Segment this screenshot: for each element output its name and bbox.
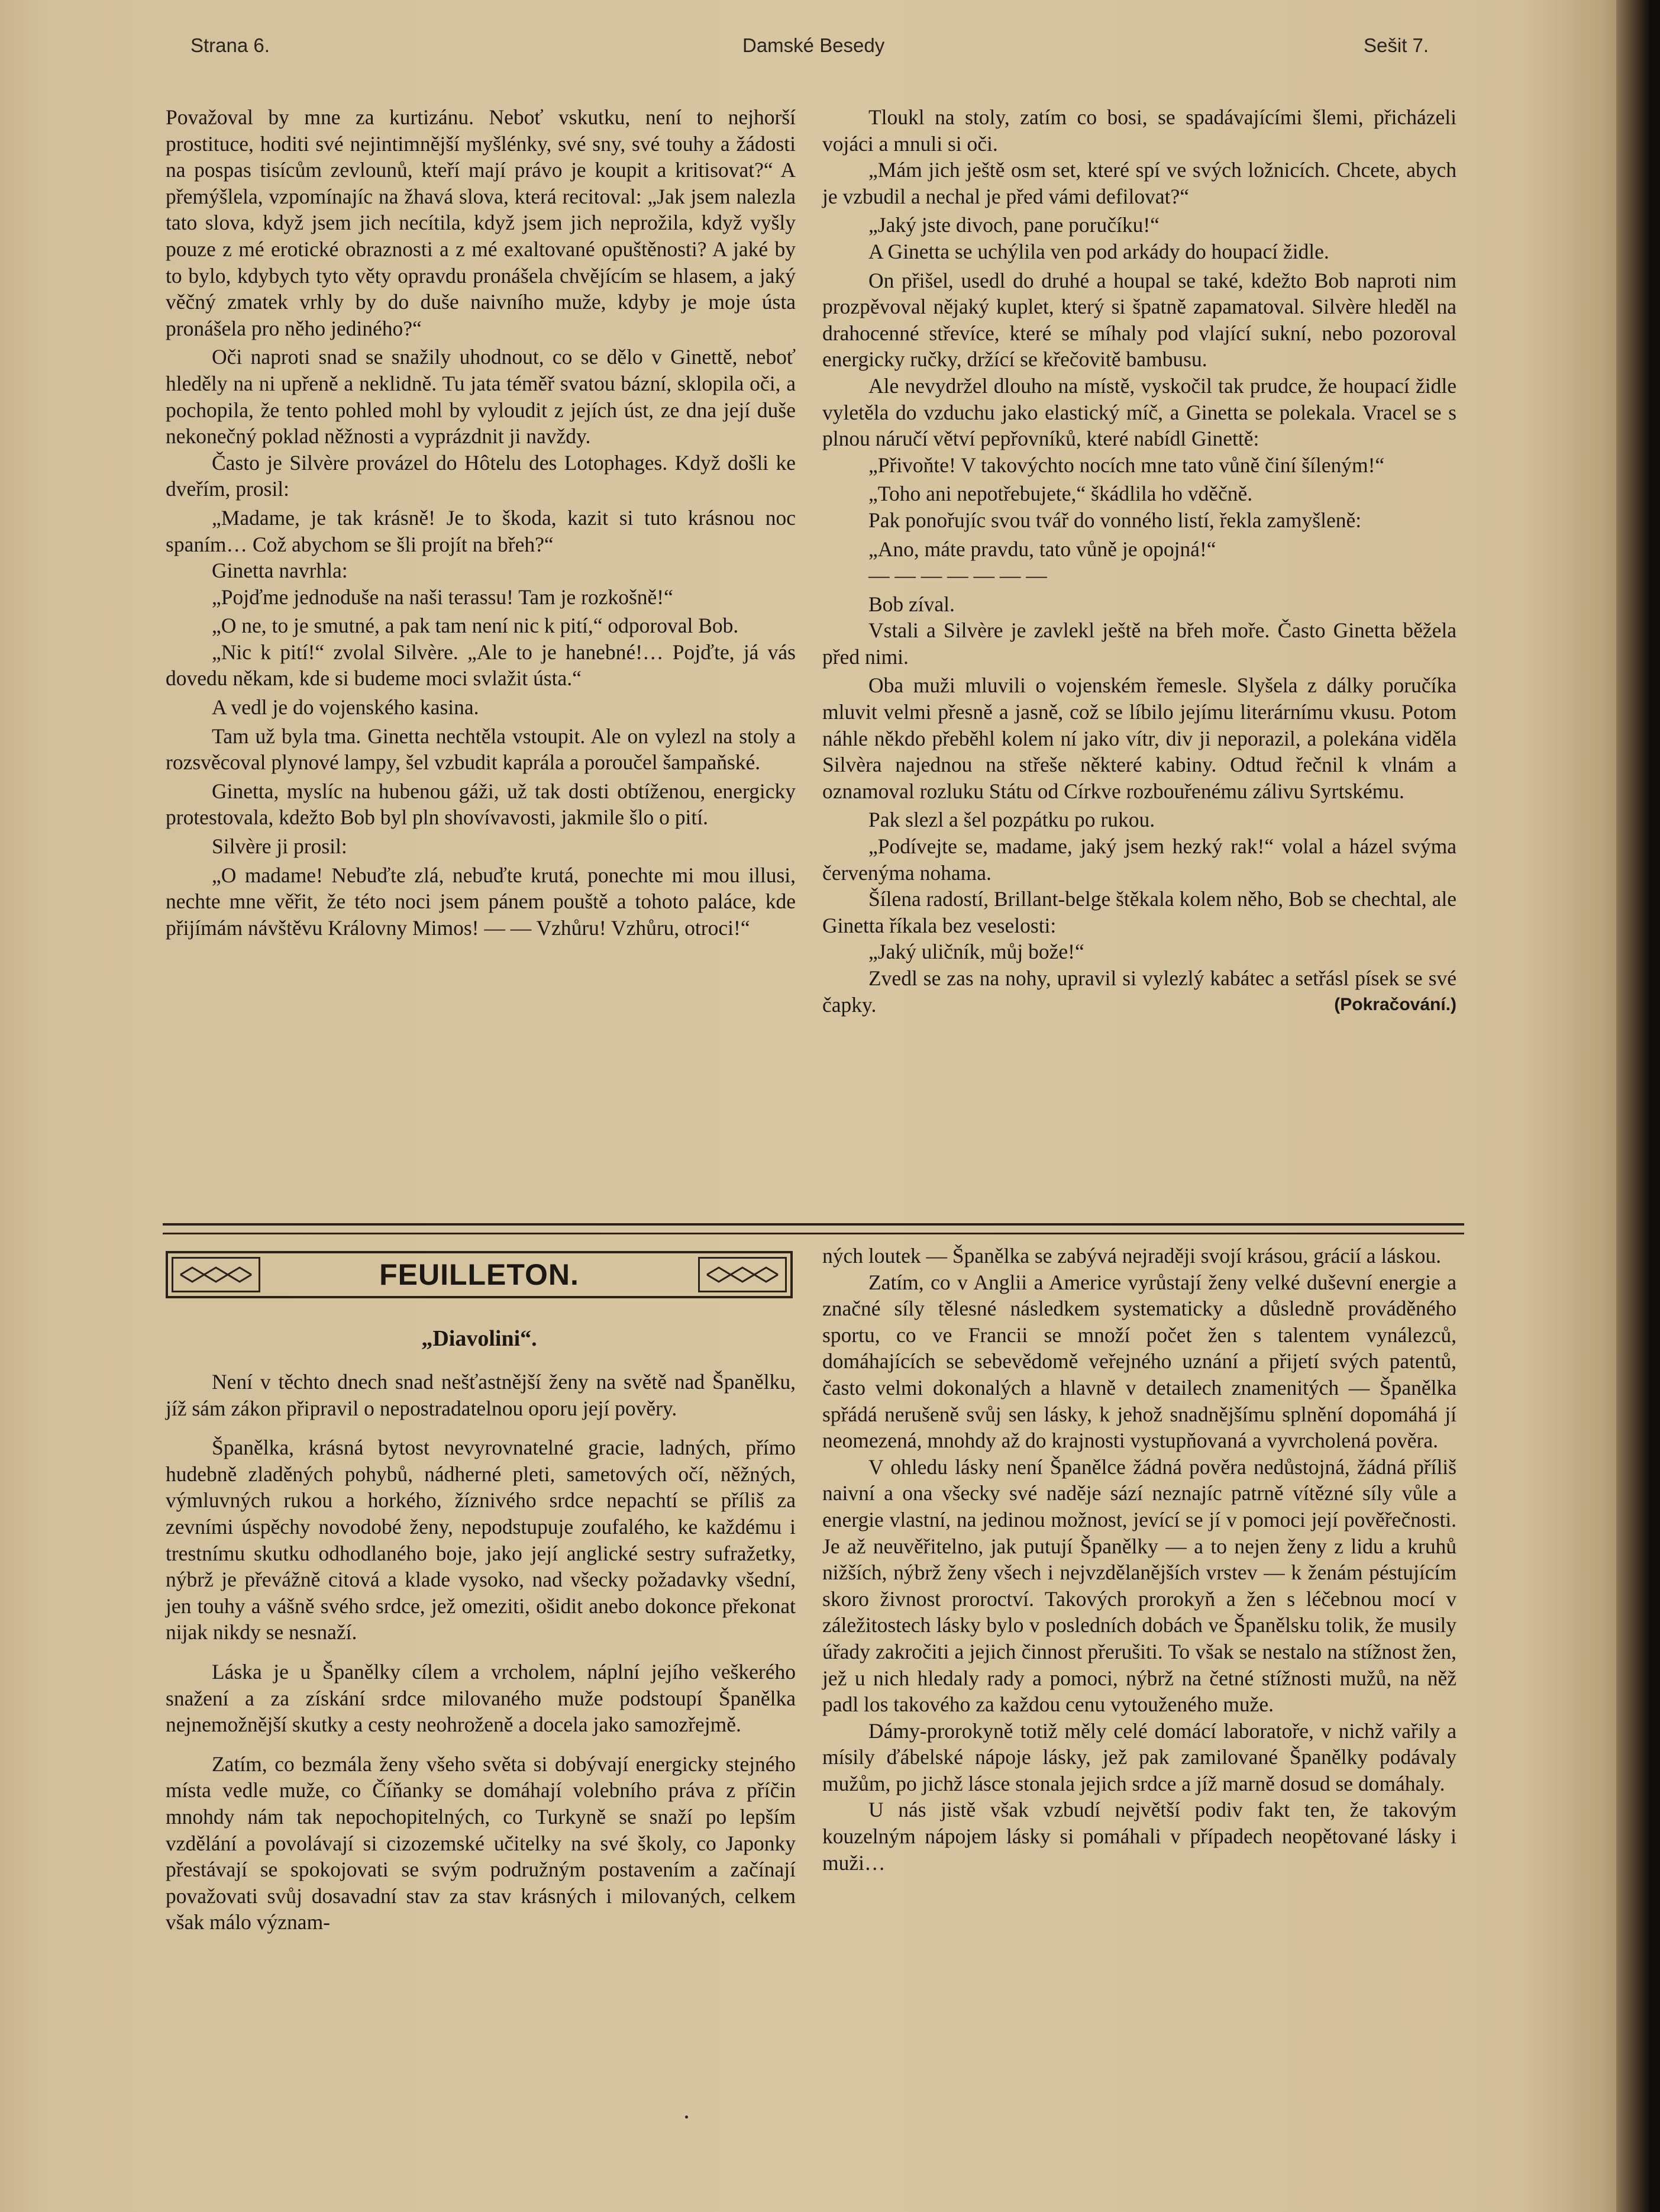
paragraph: Považoval by mne za kurtizánu. Neboť vskutku, není to nejhorší prostituce, hoditi své nejintimnější myšlénky, své sny, své touhy a žádosti na pospas tisícům zevlounů, kteří mají právo je koupit a kritisovat?“ A přemýšlela, vzpomínajíc na žhavá slova, která recitoval: „Jak jsem nalezla tato slova, když jsem jich necítila, když jsem jich neprožila, když vyšly pouze z mé erotické obraznosti a z mé exaltované opuštěnosti? A jaké by to bylo, kdybych tyto věty opravdu pronášela chvějícím se hlasem, a jaký věčný zmatek vrhly by do duše naivního muže, kdyby je moje ústa pronášela pro něho jediného?“: [166, 105, 796, 340]
paragraph: A vedl je do vojenského kasina.: [212, 695, 479, 720]
paragraph: Ale nevydržel dlouho na místě, vyskočil tak prudce, že houpací židle vyletěla do vzduchu jako elastický míč, a Ginetta se polekala. Vracel se s plnou náručí větví pepřovníků, které nabídl Ginettě:: [822, 373, 1456, 451]
print-speck: [685, 2116, 688, 2119]
paragraph: „O ne, to je smutné, a pak tam není nic k pití,“ odporoval Bob.: [212, 614, 739, 638]
paragraph: Vstali a Silvère je zavlekl ještě na břeh moře. Často Ginetta běžela před nimi.: [822, 618, 1456, 669]
paragraph: „Podívejte se, madame, jaký jsem hezký rak!“ volal a házel svýma červenýma nohama.: [822, 834, 1456, 885]
paragraph: On přišel, usedl do druhé a houpal se také, kdežto Bob naproti nim prozpěvoval nějaký kuplet, který si špatně zapamatoval. Silvère hleděl na drahocenné střevíce, které se míhaly pod vlající sukní, nebo pozoroval energicky ručky, držící se křečovitě bambusu.: [822, 268, 1456, 372]
paragraph: „Mám jich ještě osm set, které spí ve svých ložnicích. Chcete, abych je vzbudil a nechal je před vámi defilovat?“: [822, 158, 1456, 208]
paragraph: Tloukl na stoly, zatím co bosi, se spadávajícími šlemi, přicházeli vojáci a mnuli si oči.: [822, 105, 1456, 156]
paragraph: A Ginetta se uchýlila ven pod arkády do houpací židle.: [868, 239, 1329, 263]
story-left-column: [166, 104, 796, 941]
paragraph: „Přivoňte! V takovýchto nocích mne tato vůně činí šíleným!“: [868, 453, 1385, 477]
paragraph: Zatím, co v Anglii a Americe vyrůstají ženy velké duševní energie a značné síly tělesné následkem systematicky a důsledně prováděného sportu, co ve Francii se množí počet žen s talentem vynálezců, domáhajících se sebevědomě veřejného uznání a přijetí svých patentů, často velmi dokonalých a hlavně v detailech znamenitých — Španělka spřádá nerušeně svůj sen lásky, k jehož snadnějšímu splnění dopomáhá jí neomezená, mnohdy až do krajnosti vystupňovaná a vyvrcholená pověra.: [822, 1270, 1456, 1453]
paragraph: Láska je u Španělky cílem a vrcholem, náplní jejího veškerého snažení a za získání srdce milovaného muže podstoupí Španělka nejnemožnější skutky a cesty neohroženě a docela jako samozřejmě.: [166, 1659, 796, 1737]
paragraph: Často je Silvère provázel do Hôtelu des Lotophages. Když došli ke dveřím, prosil:: [166, 450, 796, 501]
feuilleton-banner: [166, 1251, 793, 1298]
page-number: Strana 6.: [190, 34, 270, 56]
paragraph: Není v těchto dnech snad nešťastnější ženy na světě nad Španělku, jíž sám zákon připravil o nepostradatelnou oporu její pověry.: [166, 1370, 796, 1420]
paragraph: Bob zíval.: [868, 592, 955, 616]
paragraph: Oči naproti snad se snažily uhodnout, co se dělo v Ginettě, neboť hleděly na ni upřeně a neklidně. Tu jata téměř svatou bázní, sklopila oči, a pochopila, že tento pohled mohl by vyloudit z jejích úst, ze dna její duše nekonečný poklad něžnosti a vyprázdnit ji navždy.: [166, 345, 796, 449]
paragraph: Španělka, krásná bytost nevyrovnatelné gracie, ladných, přímo hudebně zladěných pohybů, nádherné pleti, sametových očí, něžných, výmluvných rukou a horkého, žíznivého srdce nepachtí se příliš za zevními úspěchy novodobé ženy, nepodstupuje zoufalého, ke každému i trestnímu skutku odhodlaného boje, jako její anglické sestry sufražetky, nýbrž je převážně citová a klade vysoko, nad všecky požadavky všední, jen touhy a vášně svého srdce, jež omeziti, ošidit anebo dokonce překonat nijak nikdy se nesnaží.: [166, 1436, 796, 1645]
ornament-icon: [698, 1257, 787, 1292]
paragraph: ných loutek — Španělka se zabývá nejraději svojí krásou, grácií a láskou.: [822, 1244, 1441, 1268]
journal-title: Damské Besedy: [742, 34, 885, 56]
paragraph: V ohledu lásky není Španělce žádná pověra nedůstojná, žádná příliš naivní a ona všecky své naděje sází neznajíc patrně vítězné síly vůle a energie vlastní, na jedinou možnost, jevící se jí v pomoci její pověřečnosti. Je až neuvěřitelno, jak putují Španělky — a to nejen ženy z lidu a kruhů nižších, nýbrž ženy všech i nejvzdělanějších vrstev — k ženám péstujícím skoro živnost proroctví. Takových prorokyň a žen s léčebnou mocí v záležitostech lásky bylo v posledních dobách ve Španělsku tolik, že musily úřady zakročiti a jejich činnost přerušiti. To však se nestalo na stížnost žen, jež u nich hledaly rady a pomoci, nýbrž na četné stížnosti mužů, na něž padl los takového za každou cenu vytouženého muže.: [822, 1455, 1456, 1717]
feuilleton-right-column: [822, 1243, 1456, 1876]
paragraph: Silvère ji prosil:: [212, 834, 347, 859]
book-spine: [1616, 0, 1651, 2212]
ornament-icon: [172, 1257, 260, 1292]
issue-number: Sešit 7.: [1364, 34, 1429, 56]
paragraph: Tam už byla tma. Ginetta nechtěla vstoupit. Ale on vylezl na stoly a rozsvěcoval plynové lampy, šel vzbudit kaprála a poroučel šampaňské.: [166, 724, 796, 775]
paragraph: „Nic k pití!“ zvolal Silvère. „Ale to je hanebné!… Pojďte, já vás dovedu někam, kde si budeme moci svlažit ústa.“: [166, 640, 796, 691]
paragraph: „O madame! Nebuďte zlá, nebuďte krutá, ponechte mi mou illusi, nechte mne věřit, že této noci jsem pánem pouště a tohoto paláce, kde přijímám návštěvu Královny Mimos! — — Vzhůru! Vzhůru, otroci!“: [166, 863, 796, 940]
paragraph: „Pojďme jednoduše na naši terassu! Tam je rozkošně!“: [212, 585, 673, 609]
feuilleton-heading: FEUILLETON.: [379, 1258, 579, 1291]
paragraph: Pak ponořujíc svou tvář do vonného listí, řekla zamyšleně:: [868, 508, 1362, 532]
paragraph: „Jaký jste divoch, pane poručíku!“: [868, 213, 1160, 237]
article-title: „Diavolini“.: [421, 1326, 537, 1351]
paragraph: Ginetta, myslíc na hubenou gáži, už tak dosti obtíženou, energicky protestovala, kdežto Bob byl pln shovívavosti, jakmile šlo o pití.: [166, 779, 796, 830]
paragraph: [822, 965, 1456, 1018]
continued-label: (Pokračování.): [1334, 994, 1456, 1014]
section-divider: [163, 1223, 1464, 1234]
scene-break: — — — — — — —: [868, 563, 1047, 588]
paragraph: „Ano, máte pravdu, tato vůně je opojná!“: [868, 537, 1216, 561]
paragraph: „Toho ani nepotřebujete,“ škádlila ho vděčně.: [868, 482, 1253, 506]
paragraph: U nás jistě však vzbudí největší podiv fakt ten, že takovým kouzelným nápojem lásky si pomáhali v případech neopětované lásky i muži…: [822, 1798, 1456, 1875]
paragraph-text: Zvedl se zas na nohy, upravil si vylezlý kabátec a setřásl písek se své čapky.: [822, 966, 1456, 1017]
paragraph: Dámy-prorokyně totiž měly celé domácí laboratoře, v nichž vařily a mísily ďábelské nápoje lásky, jež pak zamilované Španělky podávaly mužům, po jichž lásce stonala jejich srdce a jíž marně dosud se domáhaly.: [822, 1718, 1456, 1795]
story-right-column: [822, 104, 1456, 1018]
paragraph: „Madame, je tak krásně! Je to škoda, kazit si tuto krásnou noc spaním… Což abychom se šli projít na břeh?“: [166, 505, 796, 556]
feuilleton-left-column: [166, 1369, 796, 1936]
paragraph: Ginetta navrhla:: [212, 559, 348, 583]
paragraph: Šílena radostí, Brillant-belge štěkala kolem něho, Bob se chechtal, ale Ginetta říkala bez veselosti:: [822, 887, 1456, 937]
paragraph: „Jaký uličník, můj bože!“: [868, 940, 1084, 964]
paragraph: Zatím, co bezmála ženy všeho světa si dobývají energicky stejného místa vedle muže, co Číňanky se domáhají volebního práva z příčin mnohdy nám tak nepochopitelných, co Turkyně se snaží po lepším vzdělání a povolávají si cizozemské učitelky na své školy, co Japonky přestávají se spokojovati se svým podružným postavením a začínají považovati svůj dosavadní stav za stav krásných i milovaných, celkem však málo význam-: [166, 1752, 796, 1934]
paragraph: Pak slezl a šel pozpátku po rukou.: [868, 808, 1155, 832]
paragraph: Oba muži mluvili o vojenském řemesle. Slyšela z dálky poručíka mluvit velmi přesně a jasně, což se líbilo jejímu literárnímu vkusu. Potom náhle někdo přeběhl kolem ní jako vítr, div ji neporazil, a polekána viděla Silvèra najednou na střeše některé kabiny. Odtud řečnil k vlnám a oznamoval rozluku Státu od Církve rozbouřenému zálivu Syrtskému.: [822, 673, 1456, 803]
